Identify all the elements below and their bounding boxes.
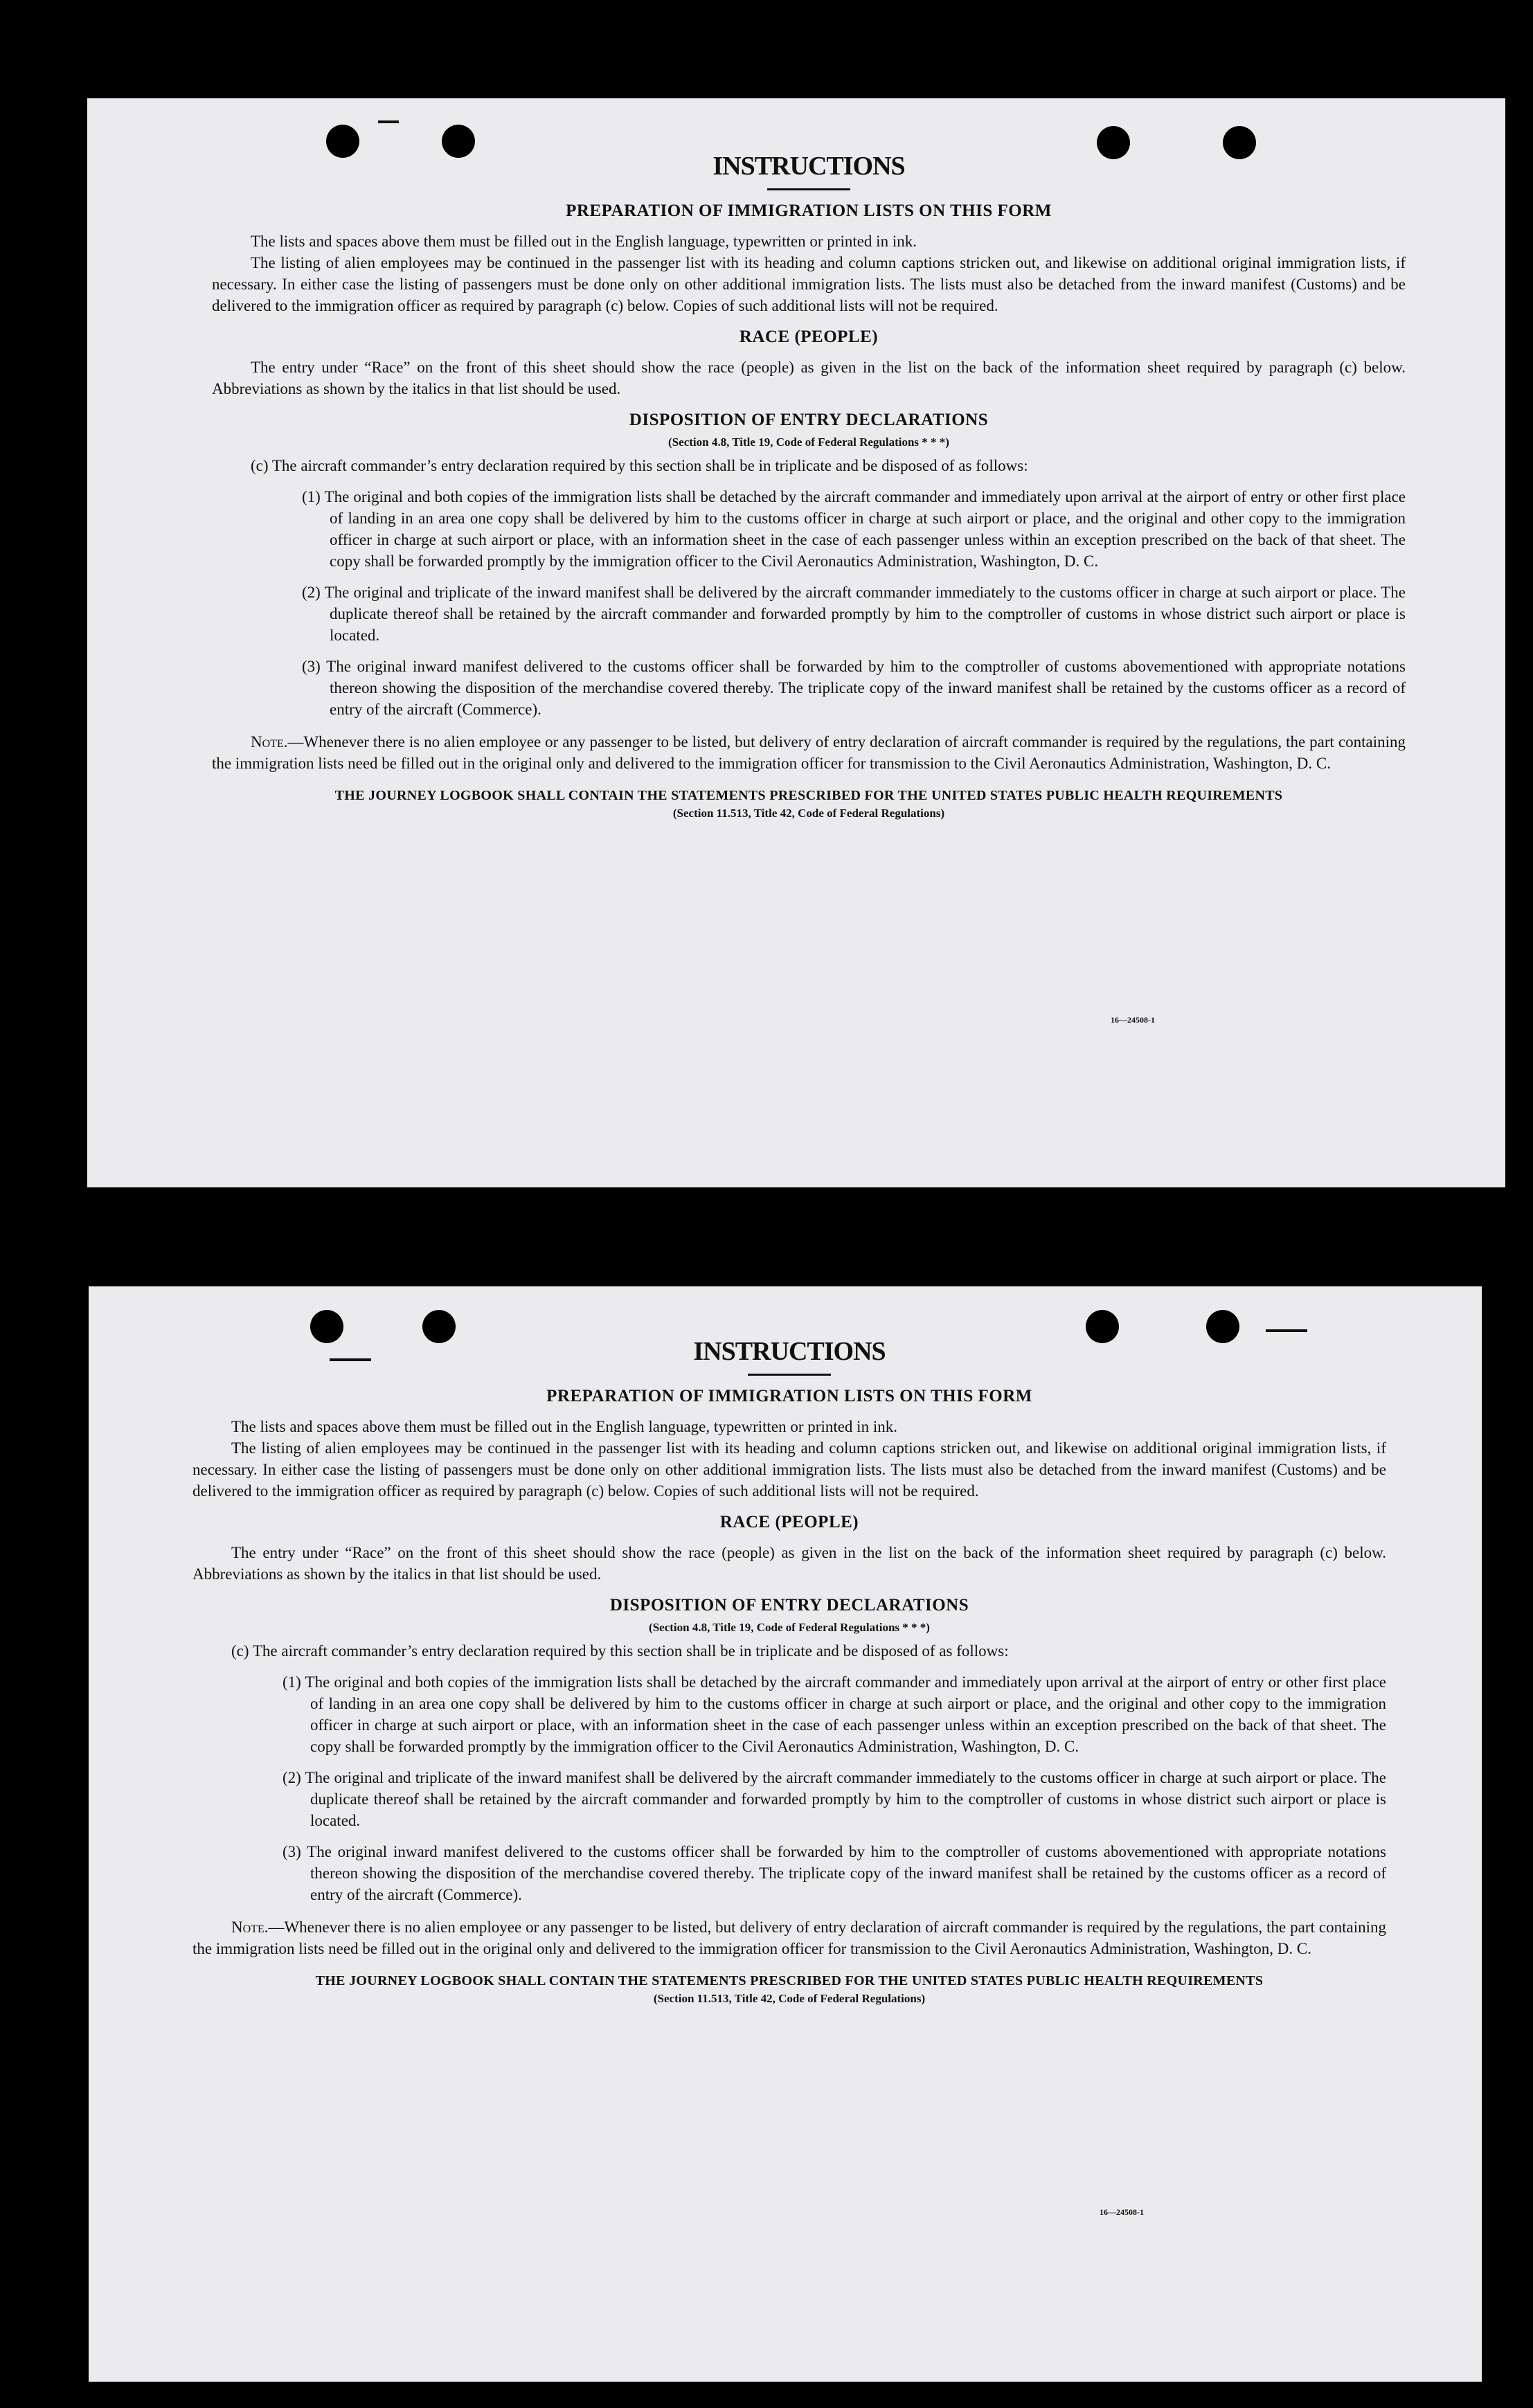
- scan-mark: [378, 120, 399, 123]
- list-item-1: (1) The original and both copies of the immigration lists shall be detached by the aircraft commander and immediately upon arrival at the airport of entry or other first place of landing in an area one copy shall be delivered by him to the customs officer in charge at such airport or place, and the original and other copy to the immigration officer in charge at such airport or place, with an information sheet in the case of each passenger unless within an exception prescribed on the back of that sheet. The copy shall be forwarded promptly by the immigration officer to the Civil Aeronautics Administration, Washington, D. C.: [302, 488, 1406, 570]
- title-rule: [748, 1374, 831, 1376]
- heading-preparation: PREPARATION OF IMMIGRATION LISTS ON THIS FORM: [566, 201, 1052, 220]
- paragraph-c: (c) The aircraft commander’s entry declaration required by this section shall be in triplicate and be disposed of as follows:: [231, 1642, 1009, 1660]
- note-text: —Whenever there is no alien employee or any passenger to be listed, but delivery of entry declaration of aircraft commander is required by the regulations, the part containing the immigration lists need be filled out in the original only and delivered to the immigration officer for transmission to the Civil Aeronautics Administration, Washington, D. C.: [192, 1919, 1386, 1957]
- citation-journey: (Section 11.513, Title 42, Code of Federal Regulations): [672, 807, 945, 820]
- journey-statement: THE JOURNEY LOGBOOK SHALL CONTAIN THE STATEMENTS PRESCRIBED FOR THE UNITED STATES PUBLIC HEALTH REQUIREMENTS: [334, 788, 1283, 803]
- paragraph-alien-employees: The listing of alien employees may be continued in the passenger list with its heading and column captions stricken out, and likewise on additional original immigration lists, if necessary. In either case the listing of passengers must be done only on other additional immigration lists. The lists must also be detached from the inward manifest (Customs) and be delivered to the immigration officer as required by paragraph (c) below. Copies of such additional lists will not be required.: [192, 1439, 1386, 1500]
- list-item-3: (3) The original inward manifest delivered to the customs officer shall be forwarded by him to the comptroller of customs abovementioned with appropriate notations thereon showing the disposition of the merchandise covered thereby. The triplicate copy of the inward manifest shall be retained by the customs officer as a record of entry of the aircraft (Commerce).: [302, 658, 1406, 718]
- heading-disposition: DISPOSITION OF ENTRY DECLARATIONS: [609, 1596, 969, 1615]
- note-label: Note.: [231, 1919, 269, 1936]
- list-item-2: (2) The original and triplicate of the inward manifest shall be delivered by the aircraft commander immediately to the customs officer in charge at such airport or place. The duplicate thereof shall be retained by the aircraft commander and forwarded promptly by him to the comptroller of customs in whose district such airport or place is located.: [283, 1769, 1386, 1829]
- sheet-content: [212, 151, 1406, 826]
- instruction-sheet-bottom: [89, 1286, 1482, 2382]
- heading-race: RACE (PEOPLE): [739, 327, 879, 346]
- paragraph-alien-employees: The listing of alien employees may be continued in the passenger list with its heading and column captions stricken out, and likewise on additional original immigration lists, if necessary. In either case the listing of passengers must be done only on other additional immigration lists. The lists must also be detached from the inward manifest (Customs) and be delivered to the immigration officer as required by paragraph (c) below. Copies of such additional lists will not be required.: [212, 254, 1406, 314]
- note-paragraph: [192, 1916, 1386, 1959]
- paragraph-race: The entry under “Race” on the front of this sheet should show the race (people) as given in the list on the back of the information sheet required by paragraph (c) below. Abbreviations as shown by the italics in that list should be used.: [192, 1544, 1386, 1583]
- paragraph-race: The entry under “Race” on the front of this sheet should show the race (people) as given in the list on the back of the information sheet required by paragraph (c) below. Abbreviations as shown by the italics in that list should be used.: [212, 359, 1406, 397]
- form-number: 16—24508-1: [1100, 2207, 1144, 2217]
- journey-statement: THE JOURNEY LOGBOOK SHALL CONTAIN THE STATEMENTS PRESCRIBED FOR THE UNITED STATES PUBLIC HEALTH REQUIREMENTS: [315, 1973, 1264, 1988]
- paragraph-c: (c) The aircraft commander’s entry declaration required by this section shall be in triplicate and be disposed of as follows:: [251, 457, 1028, 474]
- title-rule: [767, 188, 850, 190]
- note-paragraph: [212, 731, 1406, 774]
- citation-disposition: (Section 4.8, Title 19, Code of Federal Regulations * * *): [649, 1621, 930, 1634]
- citation-journey: (Section 11.513, Title 42, Code of Federal Regulations): [653, 1992, 926, 2005]
- list-item-1: (1) The original and both copies of the immigration lists shall be detached by the aircraft commander and immediately upon arrival at the airport of entry or other first place of landing in an area one copy shall be delivered by him to the customs officer in charge at such airport or place, and the original and other copy to the immigration officer in charge at such airport or place, with an information sheet in the case of each passenger unless within an exception prescribed on the back of that sheet. The copy shall be forwarded promptly by the immigration officer to the Civil Aeronautics Administration, Washington, D. C.: [283, 1673, 1386, 1755]
- paragraph-lists-spaces: The lists and spaces above them must be filled out in the English language, typewritten or printed in ink.: [251, 233, 917, 250]
- scan-mark: [1266, 1329, 1307, 1332]
- instruction-sheet-top: [87, 98, 1505, 1187]
- citation-disposition: (Section 4.8, Title 19, Code of Federal Regulations * * *): [668, 435, 949, 449]
- note-text: —Whenever there is no alien employee or any passenger to be listed, but delivery of entry declaration of aircraft commander is required by the regulations, the part containing the immigration lists need be filled out in the original only and delivered to the immigration officer for transmission to the Civil Aeronautics Administration, Washington, D. C.: [212, 733, 1406, 772]
- heading-disposition: DISPOSITION OF ENTRY DECLARATIONS: [629, 411, 989, 429]
- list-item-3: (3) The original inward manifest delivered to the customs officer shall be forwarded by him to the comptroller of customs abovementioned with appropriate notations thereon showing the disposition of the merchandise covered thereby. The triplicate copy of the inward manifest shall be retained by the customs officer as a record of entry of the aircraft (Commerce).: [283, 1843, 1386, 1903]
- sheet-content: [192, 1336, 1386, 2011]
- list-item-2: (2) The original and triplicate of the inward manifest shall be delivered by the aircraft commander immediately to the customs officer in charge at such airport or place. The duplicate thereof shall be retained by the aircraft commander and forwarded promptly by him to the comptroller of customs in whose district such airport or place is located.: [302, 584, 1406, 644]
- page-title: INSTRUCTIONS: [693, 1337, 886, 1366]
- note-label: Note.: [251, 733, 288, 751]
- heading-race: RACE (PEOPLE): [719, 1513, 859, 1531]
- heading-preparation: PREPARATION OF IMMIGRATION LISTS ON THIS FORM: [546, 1387, 1032, 1405]
- form-number: 16—24508-1: [1111, 1015, 1155, 1025]
- page-title: INSTRUCTIONS: [712, 152, 905, 181]
- paragraph-lists-spaces: The lists and spaces above them must be filled out in the English language, typewritten or printed in ink.: [231, 1418, 897, 1435]
